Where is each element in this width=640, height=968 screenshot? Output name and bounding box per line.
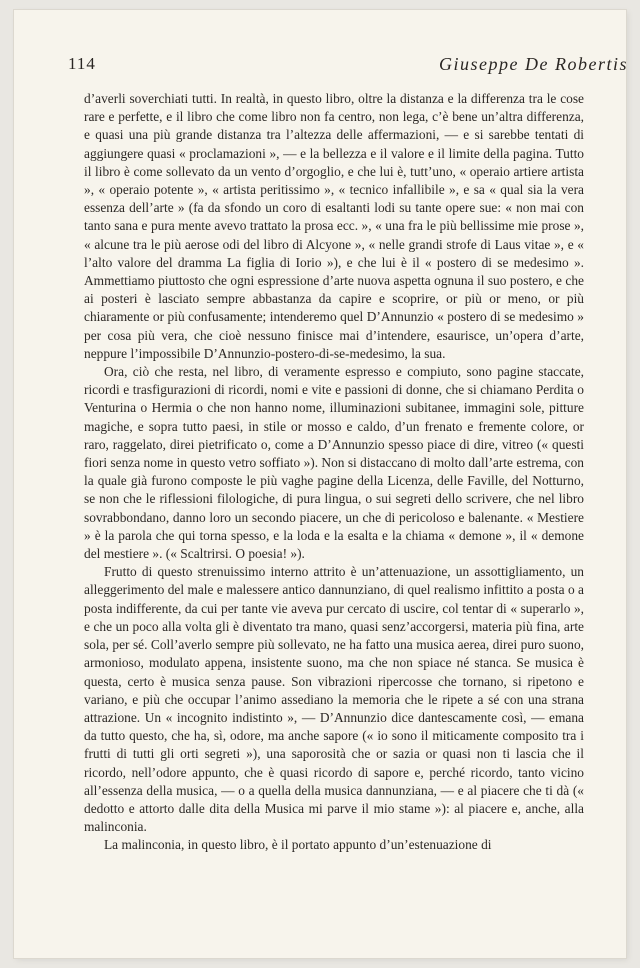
book-page — [14, 10, 626, 958]
paragraph-4: La malinconia, in questo libro, è il portato appunto d’un’estenuazione di — [104, 837, 492, 853]
paragraph-2: Ora, ciò che resta, nel libro, di veramente espresso e compiuto, sono pagine staccate, ricordi e trasfigurazioni di ricordi, nomi e vite e passioni di donne, che si chiamano Perdita o Venturina o Hermia o che non hanno nome, illuminazioni subitanee, immagini sole, pitture magiche, e sopra tutto paesi, in stile or mosso e caldo, d’un frenato e fremente colore, or raro, raggelato, direi pietrificato o, come a D’Annunzio spesso piace di dire, vitreo (« questi fiori senza nome in questo vetro soffiato »). Non si distaccano di molto dall’arte estrema, con la quale già furono composte le più vaghe pagine della Licenza, delle Faville, del Notturno, se non che le riflessioni filologiche, di pura lingua, o sui segreti dello scrivere, che nel libro sovrabbondano, danno loro un secondo piacere, un che di pericoloso e balenante. « Mestiere » è la parola che qui torna spesso, e la loda e la esalta e la chiama « demone », il « demone del mestiere ». (« Scaltrirsi. O poesia! »). — [84, 364, 584, 562]
page-header — [68, 54, 628, 84]
running-head: Giuseppe De Robertis — [439, 54, 628, 74]
page-number: 114 — [68, 54, 96, 73]
paragraph-3: Frutto di questo strenuissimo interno attrito è un’attenuazione, un assottigliamento, un alleggerimento del male e malessere antico dannunziano, di quel realismo infittito a posta o a posta indifferente, da cui per tante vie aveva pur cercato di uscire, col tentar di « superarlo », e che un poco alla volta gli è diventato tra mano, quasi senz’accorgersi, materia più fina, arte sola, per sé. Coll’averlo sempre più sollevato, ne ha fatto una musica aerea, direi puro suono, armonioso, modulato appena, insistente suono, ma che non spiace né stanca. Se musica è questa, certo è musica senza pause. Son vibrazioni ripercosse che tornano, si ripetono e variano, e più che occupar l’animo assediano la memoria che le ripete a sé con una strana attrazione. Un « incognito indistinto », — D’Annunzio dice dantescamente così, — emana da tutto questo, che ha, sì, odore, ma anche sapore (« io sono il miticamente composito tra i frutti di tutti gli orti segreti »), una saporosità che or sazia or quasi non ti lascia che il ricordo, nell’odore appunto, che è quasi ricordo di sapore e, perché ricordo, tanto vicino all’essenza della musica, — o a quella della musica dannunziana, — e al piacere che ti dà (« dedotto e attorto dalle dita della Musica mi parve il mio stame »): al piacere e, anche, alla malinconia. — [84, 564, 584, 835]
body-text — [84, 90, 584, 855]
paragraph-1: d’averli soverchiati tutti. In realtà, in questo libro, oltre la distanza e la differenza tra le cose rare e perfette, e il libro che come libro non fa centro, non lega, c’è bene un’altra differenza, e quasi una più grande distanza tra l’altezza delle affermazioni, — e si sarebbe tentati di aggiungere quasi « proclamazioni », — e la bellezza e il valore e il limite della pagina. Tutto il libro è come sollevato da un vento d’orgoglio, e che lui è, tutt’uno, « operaio artiere artista », « operaio potente », « artista peritissimo », « tecnico infallibile », e sa « qual sia la vera essenza dell’arte » (fa da sfondo un coro di esaltanti lodi su tante opere sue: « non mai con tanto sana e pura mente avevo trattato la prosa ecc. », « una fra le più bellissime mie prose », « alcune tra le più aerose odi del libro di Alcyone », « nelle grandi strofe di Laus vitae », e « l’alto valore del dramma La figlia di Iorio »), e che lui è il « postero di se medesimo ». Ammettiamo piuttosto che ogni espressione d’arte nuova aspetta ognuna il suo postero, e che ai posteri è lasciato sempre abbastanza da capire e scoprire, or più or meno, or più chiaramente or più confusamente; intenderemo quel D’Annunzio « postero di se medesimo » per cosa più vera, che cioè nessuno finisce mai d’intendere, esaurisce, un’opera d’arte, neppure l’impossibile D’Annunzio-postero-di-se-medesimo, la sua. — [84, 91, 584, 361]
